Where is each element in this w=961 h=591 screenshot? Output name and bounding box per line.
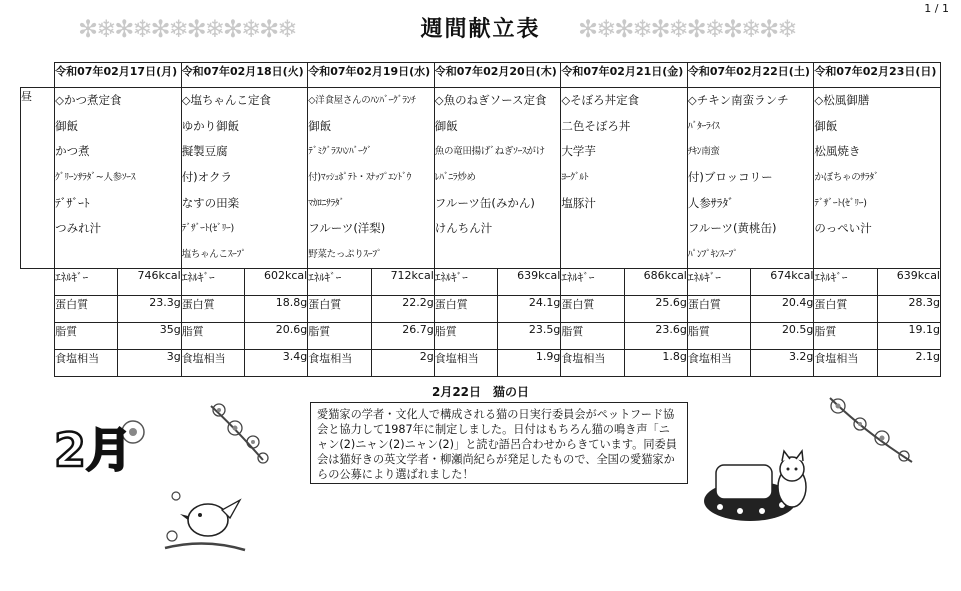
salt-label: 食塩相当 xyxy=(181,350,244,377)
energy-value: 602kcal xyxy=(244,269,307,296)
page-title: 週間献立表 xyxy=(420,17,541,42)
fat-value: 35g xyxy=(118,323,181,350)
fat-value: 20.6g xyxy=(244,323,307,350)
fat-row xyxy=(21,323,941,350)
salt-row xyxy=(21,350,941,377)
dish-item: けんちん汁 xyxy=(434,221,493,236)
salt-value: 3.4g xyxy=(244,350,307,377)
energy-row xyxy=(21,269,941,296)
dish-item: 擬製豆腐 xyxy=(181,144,228,159)
date-header: 令和07年02月22日(土) xyxy=(687,63,814,88)
fat-label: 脂質 xyxy=(561,323,624,350)
salt-label: 食塩相当 xyxy=(561,350,624,377)
day-dishes xyxy=(687,88,814,269)
date-header: 令和07年02月18日(火) xyxy=(181,63,308,88)
energy-label: ｴﾈﾙｷﾞｰ xyxy=(434,269,497,296)
protein-value: 23.3g xyxy=(118,296,181,323)
day-dishes xyxy=(434,88,561,269)
fat-label: 脂質 xyxy=(181,323,244,350)
dish-item: 松風焼き xyxy=(814,144,861,159)
dish-item: ﾚﾊﾞﾆﾗ炒め xyxy=(434,172,476,184)
energy-value: 639kcal xyxy=(498,269,561,296)
dish-item: 大学芋 xyxy=(561,144,596,159)
dish-item: つみれ汁 xyxy=(55,221,102,236)
plum-blossom-icon xyxy=(205,398,275,470)
dish-item: なすの田楽 xyxy=(181,195,240,210)
dish-item: 付)ﾏｯｼｭﾎﾟﾃﾄ・ｽﾅｯﾌﾟｴﾝﾄﾞｳ xyxy=(308,172,412,184)
protein-value: 18.8g xyxy=(244,296,307,323)
energy-value: 674kcal xyxy=(751,269,814,296)
dish-item: 塩ちゃんこｽｰﾌﾟ xyxy=(181,249,246,261)
fat-label: 脂質 xyxy=(308,323,371,350)
salt-value: 1.8g xyxy=(624,350,687,377)
dish-item: 御飯 xyxy=(308,118,332,133)
snowflake-decoration-right: ✻❄✻❄✻❄✻❄✻❄✻❄ xyxy=(578,15,796,43)
protein-label: 蛋白質 xyxy=(814,296,877,323)
dish-item: ﾖｰｸﾞﾙﾄ xyxy=(561,172,589,184)
dish-item: ﾏｶﾛﾆｻﾗﾀﾞ xyxy=(308,197,345,209)
energy-value: 639kcal xyxy=(877,269,940,296)
day-dishes xyxy=(55,88,182,269)
dish-item: ﾃﾞｻﾞｰﾄ(ｾﾞﾘｰ) xyxy=(181,223,234,235)
dish-item: 付)オクラ xyxy=(181,170,232,185)
fat-label: 脂質 xyxy=(814,323,877,350)
fat-value: 23.6g xyxy=(624,323,687,350)
fat-label: 脂質 xyxy=(687,323,750,350)
fat-value: 20.5g xyxy=(751,323,814,350)
date-header: 令和07年02月19日(水) xyxy=(308,63,435,88)
protein-row xyxy=(21,296,941,323)
fat-label: 脂質 xyxy=(434,323,497,350)
protein-value: 20.4g xyxy=(751,296,814,323)
salt-label: 食塩相当 xyxy=(687,350,750,377)
energy-label: ｴﾈﾙｷﾞｰ xyxy=(308,269,371,296)
day-dishes xyxy=(561,88,688,269)
plum-blossom-right-icon xyxy=(820,392,920,472)
dish-item: ﾊﾞﾀｰﾗｲｽ xyxy=(687,120,720,132)
energy-label: ｴﾈﾙｷﾞｰ xyxy=(55,269,118,296)
dish-item: ◇塩ちゃんこ定食 xyxy=(181,93,272,107)
cat-day-heading: 2月22日 猫の日 xyxy=(431,385,530,399)
dish-item: 御飯 xyxy=(814,118,838,133)
dish-item: 付)ブロッコリー xyxy=(687,170,773,185)
salt-value: 3g xyxy=(118,350,181,377)
dish-item: 御飯 xyxy=(55,118,79,133)
dish-item: ﾊﾟﾝﾌﾟｷﾝｽｰﾌﾟ xyxy=(687,249,738,261)
dish-item: ﾁｷﾝ南蛮 xyxy=(687,146,720,158)
dish-item: ◇魚のねぎソース定食 xyxy=(434,93,547,107)
energy-label: ｴﾈﾙｷﾞｰ xyxy=(181,269,244,296)
salt-label: 食塩相当 xyxy=(308,350,371,377)
protein-label: 蛋白質 xyxy=(55,296,118,323)
dish-item: フルーツ缶(みかん) xyxy=(434,195,535,210)
protein-label: 蛋白質 xyxy=(181,296,244,323)
dish-item: 人参ｻﾗﾀﾞ xyxy=(687,195,734,210)
protein-value: 24.1g xyxy=(498,296,561,323)
dish-item: ◇洋食屋さんのﾊﾝﾊﾞｰｸﾞﾗﾝﾁ xyxy=(308,95,416,106)
date-header: 令和07年02月20日(木) xyxy=(434,63,561,88)
energy-label: ｴﾈﾙｷﾞｰ xyxy=(561,269,624,296)
date-header: 令和07年02月17日(月) xyxy=(55,63,182,88)
dish-item: ゆかり御飯 xyxy=(181,118,240,133)
bird-icon xyxy=(160,488,250,558)
protein-value: 28.3g xyxy=(877,296,940,323)
dish-item: 塩豚汁 xyxy=(561,195,596,210)
lunch-row xyxy=(21,88,941,269)
dish-item: ◇チキン南蛮ランチ xyxy=(687,93,789,107)
protein-label: 蛋白質 xyxy=(561,296,624,323)
dish-item: ﾃﾞﾐｸﾞﾗｽﾊﾝﾊﾞｰｸﾞ xyxy=(308,146,372,158)
dish-item: ｸﾞﾘｰﾝｻﾗﾀﾞ~人参ｿｰｽ xyxy=(55,172,136,184)
day-dishes xyxy=(308,88,435,269)
dish-item: ◇かつ煮定食 xyxy=(55,93,122,107)
salt-value: 2.1g xyxy=(877,350,940,377)
dish-item: かつ煮 xyxy=(55,144,90,159)
fat-value: 19.1g xyxy=(877,323,940,350)
dish-item: 野菜たっぷりｽｰﾌﾟ xyxy=(308,249,382,261)
day-dishes xyxy=(181,88,308,269)
salt-value: 1.9g xyxy=(498,350,561,377)
date-header: 令和07年02月23日(日) xyxy=(814,63,941,88)
salt-value: 2g xyxy=(371,350,434,377)
dish-item: 魚の竜田揚げﾞねぎｿｰｽがけ xyxy=(434,146,545,158)
energy-value: 686kcal xyxy=(624,269,687,296)
dish-item: ◇松風御膳 xyxy=(814,93,870,107)
cat-day-description: 愛猫家の学者・文化人で構成される猫の日実行委員会がペットフード協会と協力して1987年に制定しました。日付はもちろん猫の鳴き声「ニャン(2)ニャン(2)ニャン(2)」と読む語呂合わせからきています。同委員会は猫好きの英文学者・柳瀬尚紀らが発足したもので、全国の愛猫家からの公募により選ばれました！ xyxy=(310,402,688,484)
energy-value: 746kcal xyxy=(118,269,181,296)
dish-item: かぼちゃのｻﾗﾀﾞ xyxy=(814,172,879,184)
protein-value: 22.2g xyxy=(371,296,434,323)
salt-value: 3.2g xyxy=(751,350,814,377)
dish-item: 二色そぼろ丼 xyxy=(561,118,631,133)
dish-item: フルーツ(黄桃缶) xyxy=(687,221,777,236)
fat-value: 23.5g xyxy=(498,323,561,350)
protein-value: 25.6g xyxy=(624,296,687,323)
fat-label: 脂質 xyxy=(55,323,118,350)
dish-item: のっぺい汁 xyxy=(814,221,872,236)
page-number: 1 / 1 xyxy=(924,2,949,15)
dish-item: ﾃﾞｻﾞｰﾄ(ｾﾞﾘｰ) xyxy=(814,197,867,209)
salt-label: 食塩相当 xyxy=(814,350,877,377)
protein-label: 蛋白質 xyxy=(308,296,371,323)
fat-value: 26.7g xyxy=(371,323,434,350)
february-logo xyxy=(48,418,158,508)
dish-item: 御飯 xyxy=(434,118,458,133)
dish-item: ﾃﾞｻﾞｰﾄ xyxy=(55,195,90,210)
cat-cushion-icon xyxy=(700,445,820,525)
row-label-lunch: 昼 xyxy=(21,88,55,269)
snowflake-decoration-left: ✻❄✻❄✻❄✻❄✻❄✻❄ xyxy=(78,15,296,43)
salt-label: 食塩相当 xyxy=(434,350,497,377)
dish-item: フルーツ(洋梨) xyxy=(308,221,386,236)
day-dishes xyxy=(814,88,941,269)
energy-label: ｴﾈﾙｷﾞｰ xyxy=(687,269,750,296)
dish-item: ◇そぼろ丼定食 xyxy=(561,93,640,107)
energy-label: ｴﾈﾙｷﾞｰ xyxy=(814,269,877,296)
date-header: 令和07年02月21日(金) xyxy=(561,63,688,88)
weekly-menu-table xyxy=(20,62,941,377)
protein-label: 蛋白質 xyxy=(434,296,497,323)
month-logo-text: 2月 xyxy=(54,423,133,477)
date-row xyxy=(21,63,941,88)
energy-value: 712kcal xyxy=(371,269,434,296)
salt-label: 食塩相当 xyxy=(55,350,118,377)
protein-label: 蛋白質 xyxy=(687,296,750,323)
